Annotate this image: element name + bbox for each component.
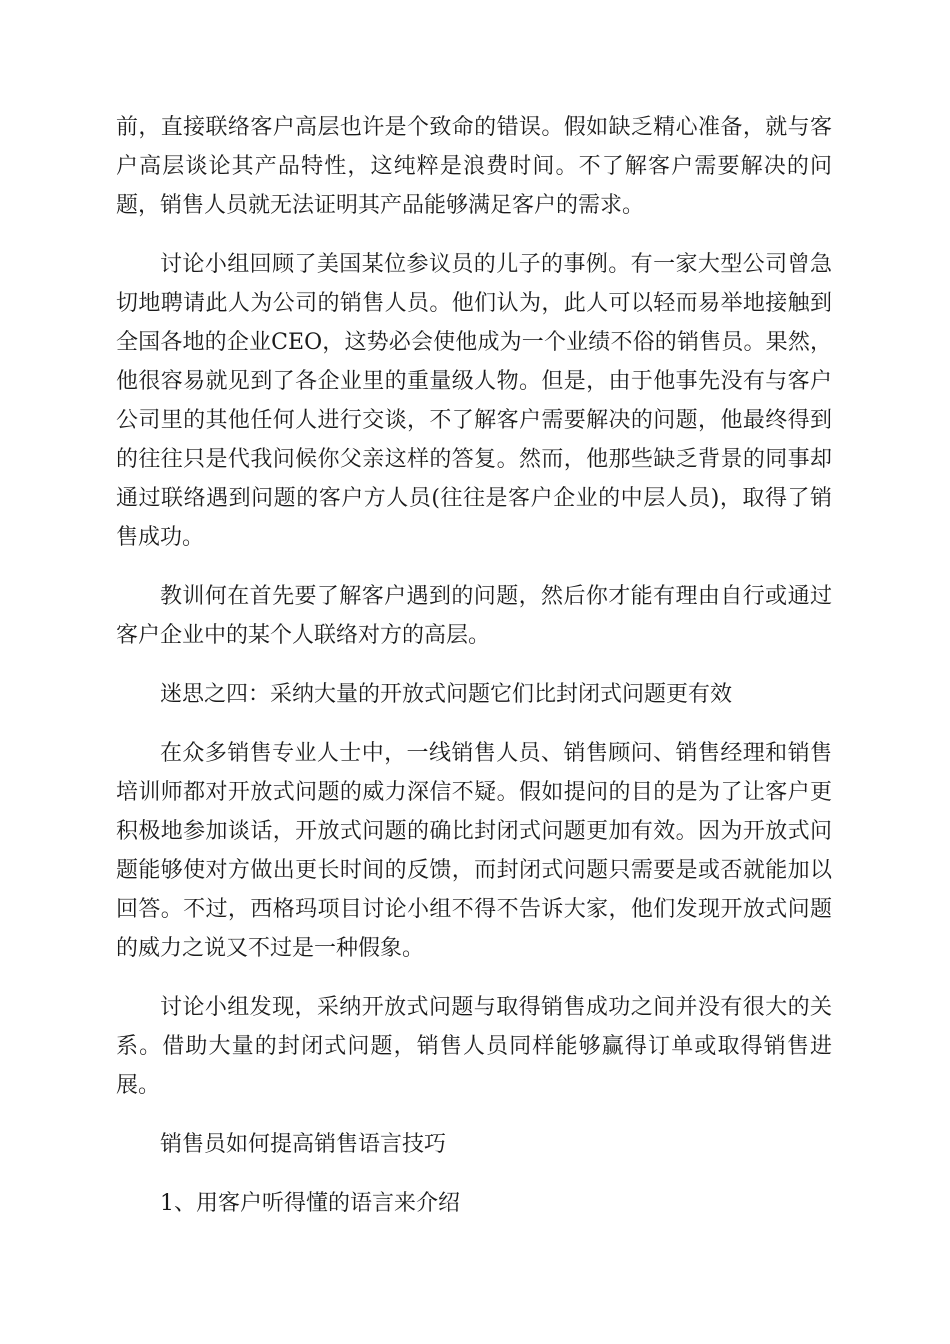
paragraph-section-heading: 销售员如何提高销售语言技巧 <box>160 1132 447 1157</box>
paragraph-continuation: 前，直接联络客户高层也许是个致命的错误。假如缺乏精心准备，就与客户高层谈论其产品特性，这纯粹是浪费时间。不了解客户需要解决的问题，销售人员就无法证明其产品能够满足客户的需求。 <box>116 115 832 218</box>
paragraph-lesson: 教训何在首先要了解客户遇到的问题，然后你才能有理由自行或通过客户企业中的某个人联络对方的高层。 <box>116 584 832 648</box>
paragraph-myth-four-heading: 迷思之四：采纳大量的开放式问题它们比封闭式问题更有效 <box>160 682 733 707</box>
paragraph-open-questions: 在众多销售专业人士中，一线销售人员、销售顾问、销售经理和销售培训师都对开放式问题的威力深信不疑。假如提问的目的是为了让客户更积极地参加谈话，开放式问题的确比封闭式问题更加有效。因为开放式问题能够使对方做出更长时间的反馈，而封闭式问题只需要是或否就能加以回答。不过，西格玛项目讨论小组不得不告诉大家，他们发现开放式问题的威力之说又不过是一种假象。 <box>116 741 832 961</box>
paragraph-list-item-1: 1、用客户听得懂的语言来介绍 <box>160 1191 460 1216</box>
paragraph-findings: 讨论小组发现，采纳开放式问题与取得销售成功之间并没有很大的关系。借助大量的封闭式问题，销售人员同样能够赢得订单或取得销售进展。 <box>116 995 832 1098</box>
paragraph-senator-example: 讨论小组回顾了美国某位参议员的儿子的事例。有一家大型公司曾急切地聘请此人为公司的销售人员。他们认为，此人可以轻而易举地接触到全国各地的企业CEO，这势必会使他成为一个业绩不俗的销售员。果然，他很容易就见到了各企业里的重量级人物。但是，由于他事先没有与客户公司里的其他任何人进行交谈，不了解客户需要解决的问题，他最终得到的往往只是代我问候你父亲这样的答复。然而，他那些缺乏背景的同事却通过联络遇到问题的客户方人员(往往是客户企业的中层人员)，取得了销售成功。 <box>116 252 832 550</box>
document-page <box>116 108 832 1243</box>
